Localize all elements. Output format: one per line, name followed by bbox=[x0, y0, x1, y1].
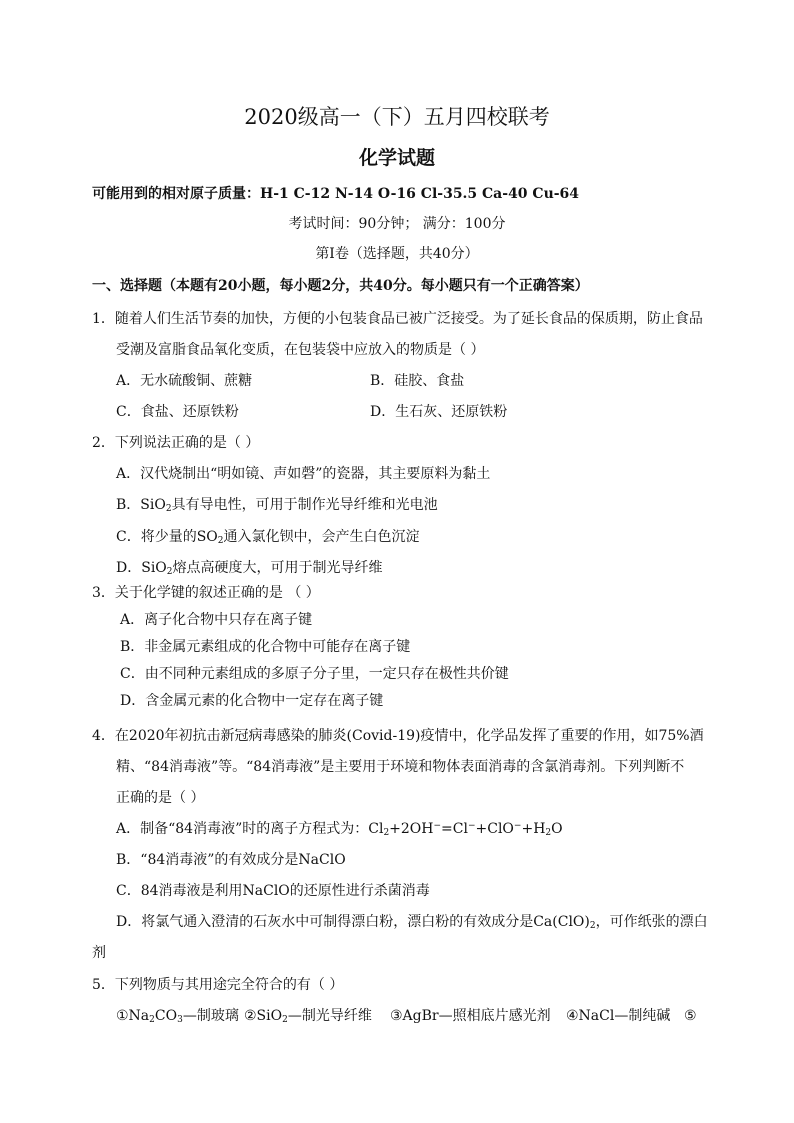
q3-option-d: D．含金属元素的化合物中一定存在离子键 bbox=[120, 693, 384, 709]
exam-info: 考试时间：90分钟； 满分：100分 bbox=[288, 216, 506, 232]
q2-option-c: C．将少量的$SO_2$通入氯化钡中，会产生白色沉淀 bbox=[116, 529, 420, 546]
q4-option-d-continued: 剂 bbox=[92, 945, 106, 961]
q1-option-a: A．无水硫酸铜、蔗糖 bbox=[116, 373, 253, 389]
q4-option-c: C．84消毒液是利用NaClO的还原性进行杀菌消毒 bbox=[116, 883, 430, 899]
q2-option-b: B．SiO$_2$具有导电性，可用于制作光导纤维和光电池 bbox=[116, 497, 438, 514]
q5-item-3: ③AgBr—照相底片感光剂 bbox=[390, 1008, 551, 1024]
q4-option-b: B．“84消毒液”的有效成分是NaClO bbox=[116, 852, 346, 868]
q2-option-a: A．汉代烧制出“明如镜、声如磬”的瓷器，其主要原料为黏土 bbox=[116, 466, 491, 482]
q2-stem: 2．下列说法正确的是（ ） bbox=[92, 435, 260, 451]
q4-option-a: A．制备“84消毒液”时的离子方程式为：$Cl_2+2OH^-=Cl^-+ClO^-+H_2O$ bbox=[116, 821, 563, 838]
q3-option-c: C．由不同种元素组成的多原子分子里，一定只存在极性共价键 bbox=[120, 666, 509, 682]
q3-option-b: B．非金属元素组成的化合物中可能存在离子键 bbox=[120, 639, 411, 655]
atomic-mass-line: 可能用到的相对原子质量：H-1 C-12 N-14 O-16 Cl-35.5 Ca-40 Cu-64 bbox=[92, 186, 580, 202]
subject-title: 化学试题 bbox=[358, 147, 435, 169]
volume-heading: 第Ⅰ卷（选择题，共40分） bbox=[315, 246, 479, 262]
q1-stem-line1: 1．随着人们生活节奏的加快，方便的小包装食品已被广泛接受。为了延长食品的保质期，防止食品 bbox=[92, 311, 703, 327]
q1-option-c: C．食盐、还原铁粉 bbox=[116, 404, 239, 420]
q1-stem-line2: 受潮及富脂食品氧化变质，在包装袋中应放入的物质是（ ） bbox=[116, 342, 485, 358]
q5-item-1: $①Na_2CO_3—$制玻璃 bbox=[116, 1008, 239, 1025]
exam-title: 2020级高一（下）五月四校联考 bbox=[244, 105, 550, 129]
q5-item-5: ⑤ bbox=[684, 1008, 697, 1024]
q3-option-a: A．离子化合物中只存在离子键 bbox=[120, 612, 313, 628]
q5-stem: 5．下列物质与其用途完全符合的有（ ） bbox=[92, 977, 344, 993]
q4-stem-line1: 4．在2020年初抗击新冠病毒感染的肺炎(Covid-19)疫情中，化学品发挥了重要的作用，如75%酒 bbox=[92, 728, 704, 744]
q3-stem: 3．关于化学键的叙述正确的是 （ ） bbox=[92, 585, 320, 601]
q4-stem-line3: 正确的是（ ） bbox=[116, 790, 205, 806]
q4-option-d: D．将氯气通入澄清的石灰水中可制得漂白粉，漂白粉的有效成分是$Ca(ClO)_2$，可作纸张的漂白 bbox=[116, 914, 708, 931]
q4-stem-line2: 精、“84消毒液”等。“84消毒液”是主要用于环境和物体表面消毒的含氯消毒剂。下列判断不 bbox=[116, 759, 685, 775]
q5-item-2: ②SiO$_2$—制光导纤维 bbox=[244, 1008, 372, 1025]
q1-option-d: D．生石灰、还原铁粉 bbox=[370, 404, 508, 420]
q1-option-b: B．硅胶、食盐 bbox=[370, 373, 465, 389]
q5-item-4: ④NaCl—制纯碱 bbox=[566, 1008, 671, 1024]
section-heading: 一、选择题（本题有20小题，每小题2分，共40分。每小题只有一个正确答案） bbox=[92, 278, 589, 294]
q2-option-d: D．SiO$_2$熔点高硬度大，可用于制光导纤维 bbox=[116, 560, 383, 577]
